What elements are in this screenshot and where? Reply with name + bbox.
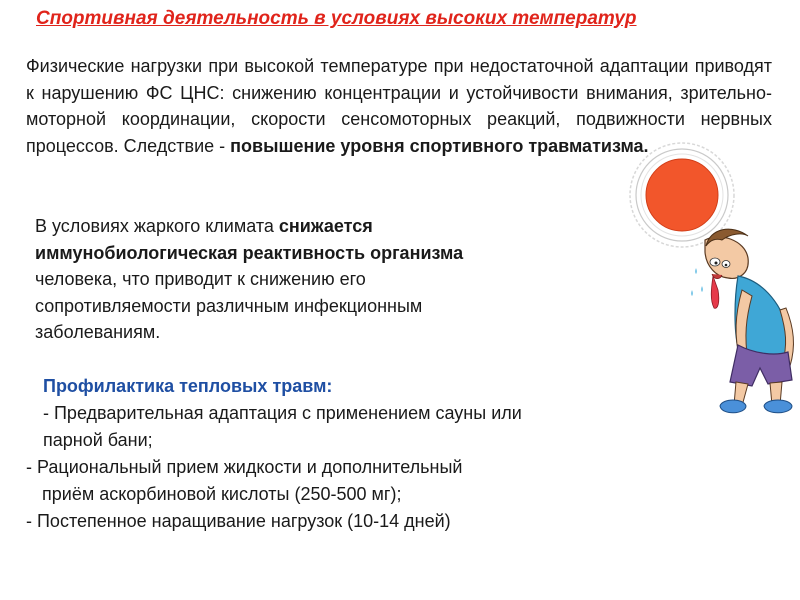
prevention-item: парной бани; <box>43 430 153 450</box>
paragraph-immunity-lead: В условиях жаркого климата <box>35 216 279 236</box>
paragraph-heat-load-text: Физические нагрузки при высокой температуре при недостаточной адаптации приводят к нарушению ФС ЦНС: снижению концентрации и устойчивости внимания, зрительно-моторной координации, скорости сенсомоторных реакций, подвижности нервных процессов. Следствие - <box>26 56 772 156</box>
prevention-item: - Рациональный прием жидкости и дополнительный <box>26 457 463 477</box>
prevention-title: Профилактика тепловых травм: <box>43 376 333 396</box>
paragraph-immunity <box>35 213 475 346</box>
paragraph-heat-load-bold: повышение уровня спортивного травматизма. <box>230 135 649 156</box>
athlete-figure <box>691 229 793 413</box>
prevention-item: приём аскорбиновой кислоты (250-500 мг); <box>42 484 402 504</box>
prevention-block <box>26 373 666 535</box>
prevention-item: - Постепенное наращивание нагрузок (10-14 дней) <box>26 511 451 531</box>
exhausted-athlete-under-sun-icon <box>610 140 800 430</box>
paragraph-immunity-rest: человека, что приводит к снижению его сопротивляемости различным инфекционным заболеваниям. <box>35 269 423 342</box>
prevention-item: - Предварительная адаптация с применением сауны или <box>43 403 522 423</box>
paragraph-immunity-bold: снижается иммунобиологическая реактивность организма <box>35 216 464 263</box>
slide-title: Спортивная деятельность в условиях высоких температур <box>36 8 637 29</box>
